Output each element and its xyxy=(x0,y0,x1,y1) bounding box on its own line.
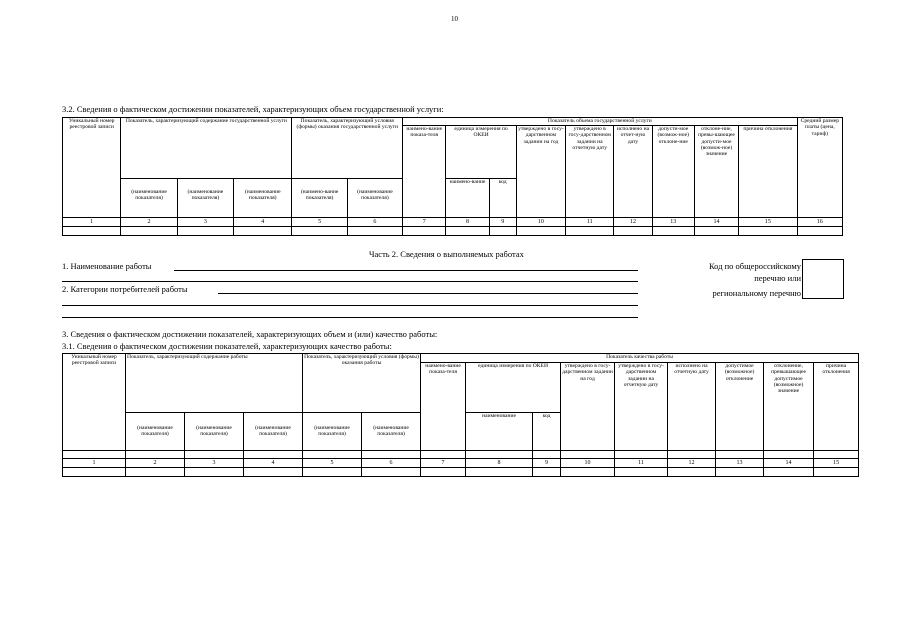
column-number: 12 xyxy=(614,217,652,226)
column-number: 11 xyxy=(566,217,614,226)
hdr-unit-code: код xyxy=(533,413,561,451)
volume-indicators-table xyxy=(62,117,843,236)
work-name-field-line-2[interactable] xyxy=(62,281,638,282)
table-cell[interactable] xyxy=(177,226,233,235)
hdr-unique-number: Уникальный номер реестровой записи xyxy=(63,354,126,451)
column-number: 15 xyxy=(739,217,797,226)
hdr-volume-indicator: Показатель объема государственной услуги xyxy=(403,118,798,126)
table-cell[interactable] xyxy=(303,468,362,477)
hdr-executed: исполнено на отчет-ную дату xyxy=(614,126,652,218)
table-row xyxy=(63,226,843,235)
table-cell[interactable] xyxy=(694,226,738,235)
code-label-line-1: Код по общероссийскому xyxy=(708,261,801,271)
hdr-sub-name-5: (наименование показателя) xyxy=(347,178,402,217)
part-2-title: Часть 2. Сведения о выполняемых работах xyxy=(369,249,524,259)
column-number: 8 xyxy=(466,459,533,468)
work-name-label: 1. Наименование работы xyxy=(62,261,152,271)
table-cell[interactable] xyxy=(561,468,615,477)
code-label-line-2: перечню или xyxy=(754,273,801,283)
hdr-deviation-reason: причина отклонения xyxy=(739,126,797,218)
hdr-sub-name-5: (наименование показателя) xyxy=(362,413,421,451)
hdr-sub-name-3: (наименование показателя) xyxy=(234,178,292,217)
hdr-allowed-deviation: допустимое (возможное) отклонение xyxy=(716,363,764,451)
column-number: 6 xyxy=(347,217,402,226)
work-name-field[interactable] xyxy=(174,270,638,271)
column-number: 10 xyxy=(561,459,615,468)
column-number: 2 xyxy=(126,459,185,468)
consumers-field[interactable] xyxy=(218,293,638,294)
hdr-exceeding-deviation: отклонение, превышающее допустимое (возможное) значение xyxy=(764,363,814,451)
column-numbers-row xyxy=(63,459,859,468)
hdr-sub-name-2: (наименование показателя) xyxy=(185,413,244,451)
column-numbers-row xyxy=(63,217,843,226)
hdr-sub-name-3: (наименование показателя) xyxy=(244,413,303,451)
column-number: 6 xyxy=(362,459,421,468)
column-number: 3 xyxy=(185,459,244,468)
table-cell[interactable] xyxy=(234,226,292,235)
column-number: 9 xyxy=(533,459,561,468)
code-label-line-3: региональному перечню xyxy=(712,288,801,298)
hdr-avg-payment: Средний размер платы (цена, тариф) xyxy=(797,118,842,218)
hdr-deviation-reason: причина отклонения xyxy=(814,363,859,451)
column-number: 4 xyxy=(234,217,292,226)
hdr-exceeding-deviation: отклоне-ние, превы-шающее допусти-мое (возмож-ное) значение xyxy=(694,126,738,218)
column-number: 14 xyxy=(764,459,814,468)
hdr-conditions-indicator: Показатель, характеризующий условия (формы) оказания государственной услуги xyxy=(292,118,403,179)
column-number: 3 xyxy=(177,217,233,226)
hdr-name: наимено-вание показа-теля xyxy=(421,363,466,451)
table-cell[interactable] xyxy=(244,468,303,477)
column-number: 11 xyxy=(615,459,668,468)
column-number: 1 xyxy=(63,217,121,226)
hdr-content-indicator: Показатель, характеризующий содержание работы xyxy=(126,354,303,413)
table-cell[interactable] xyxy=(533,468,561,477)
hdr-conditions-indicator: Показатель, характеризующий условия (формы) оказания работы xyxy=(303,354,421,413)
consumers-field-line-3[interactable] xyxy=(62,317,638,318)
table-cell[interactable] xyxy=(466,468,533,477)
section-3-2-title: 3.2. Сведения о фактическом достижении показателей, характеризующих объем государственной услуги: xyxy=(62,104,444,114)
hdr-unit-name: наимено-вание xyxy=(446,178,489,217)
column-number: 10 xyxy=(516,217,565,226)
hdr-sub-name-1: (наименование показателя) xyxy=(126,413,185,451)
column-number: 8 xyxy=(446,217,489,226)
hdr-approved-date: утверждено в госу-дарственном задании на отчетную дату xyxy=(615,363,668,451)
column-number: 5 xyxy=(292,217,347,226)
hdr-unique-number: Уникальный номер реестровой записи xyxy=(63,118,121,218)
table-cell[interactable] xyxy=(446,226,489,235)
table-cell[interactable] xyxy=(362,468,421,477)
hdr-unit-name: наименование xyxy=(466,413,533,451)
hdr-sub-name-4: (наименование показателя) xyxy=(303,413,362,451)
hdr-sub-name-2: (наименование показателя) xyxy=(177,178,233,217)
hdr-content-indicator: Показатель, характеризующий содержание государственной услуги xyxy=(121,118,292,179)
table-cell[interactable] xyxy=(739,226,797,235)
table-cell[interactable] xyxy=(764,468,814,477)
table-cell[interactable] xyxy=(63,226,121,235)
column-number: 12 xyxy=(668,459,716,468)
table-cell[interactable] xyxy=(652,226,694,235)
table-cell[interactable] xyxy=(615,468,668,477)
column-number: 7 xyxy=(403,217,446,226)
table-cell[interactable] xyxy=(516,226,565,235)
column-number: 13 xyxy=(716,459,764,468)
hdr-approved-date: утверждено в госу-дарственном задании на отчетную дату xyxy=(566,126,614,218)
page-number: 10 xyxy=(451,15,458,23)
column-number: 1 xyxy=(63,459,126,468)
column-number: 4 xyxy=(244,459,303,468)
spacer-row xyxy=(63,451,859,459)
hdr-approved-year: утверждено в госу-дарственном задании на год xyxy=(516,126,565,218)
table-cell[interactable] xyxy=(668,468,716,477)
table-cell[interactable] xyxy=(797,226,842,235)
consumers-label: 2. Категории потребителей работы xyxy=(62,284,188,294)
hdr-executed: исполнено на отчетную дату xyxy=(668,363,716,451)
hdr-name: наимено-вание показа-теля xyxy=(403,126,446,218)
column-number: 2 xyxy=(121,217,177,226)
code-box[interactable] xyxy=(802,259,844,299)
column-number: 9 xyxy=(489,217,516,226)
section-3-title: 3. Сведения о фактическом достижении показателей, характеризующих объем и (или) качество работы: xyxy=(62,329,438,339)
table-cell[interactable] xyxy=(292,226,347,235)
hdr-unit: единица измерения по ОКЕИ xyxy=(446,126,516,178)
column-number: 7 xyxy=(421,459,466,468)
column-number: 16 xyxy=(797,217,842,226)
hdr-unit: единица измерения по ОКЕИ xyxy=(466,363,561,413)
table-cell[interactable] xyxy=(185,468,244,477)
table-cell[interactable] xyxy=(126,468,185,477)
column-number: 14 xyxy=(694,217,738,226)
hdr-sub-name-4: (наимено-вание показателя) xyxy=(292,178,347,217)
table-cell[interactable] xyxy=(421,468,466,477)
table-cell[interactable] xyxy=(614,226,652,235)
table-cell[interactable] xyxy=(566,226,614,235)
table-cell[interactable] xyxy=(347,226,402,235)
hdr-unit-code: код xyxy=(489,178,516,217)
hdr-sub-name-1: (наименование показателя) xyxy=(121,178,177,217)
hdr-allowed-deviation: допусти-мое (возмож-ное) отклоне-ние xyxy=(652,126,694,218)
section-3-1-title: 3.1. Сведения о фактическом достижении показателей, характеризующих качество работы: xyxy=(62,341,392,351)
table-cell[interactable] xyxy=(403,226,446,235)
column-number: 13 xyxy=(652,217,694,226)
table-cell[interactable] xyxy=(63,468,126,477)
hdr-quality-indicator: Показатель качества работы xyxy=(421,354,859,363)
consumers-field-line-2[interactable] xyxy=(62,305,638,306)
table-row xyxy=(63,468,859,477)
hdr-approved-year: утверждено в госу-дарственном задании на год xyxy=(561,363,615,451)
table-cell[interactable] xyxy=(121,226,177,235)
quality-indicators-table xyxy=(62,353,859,477)
table-cell[interactable] xyxy=(489,226,516,235)
column-number: 15 xyxy=(814,459,859,468)
column-number: 5 xyxy=(303,459,362,468)
table-cell[interactable] xyxy=(716,468,764,477)
table-cell[interactable] xyxy=(814,468,859,477)
